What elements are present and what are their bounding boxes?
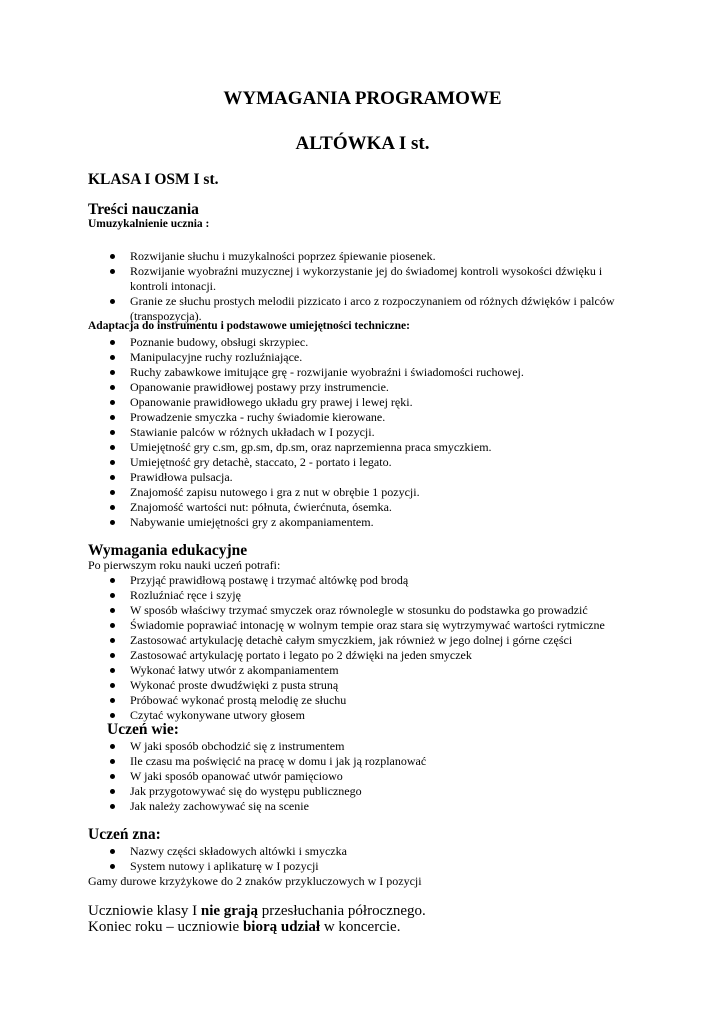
umuzykalnienie-label: Umuzykalnienie ucznia : [88,218,210,230]
list-item: Opanowanie prawidłowego układu gry prawej i lewej ręki. [107,395,524,410]
list-item: Znajomość wartości nut: półnuta, ćwierćnuta, ósemka. [107,500,524,515]
list-item: Zastosować artykulację detachè całym smyczkiem, jak również w jego dolnej i górne części [107,633,605,648]
footer-line-2-post: w koncercie. [320,919,401,935]
adaptacja-label: Adaptacja do instrumentu i podstawowe umiejętności techniczne: [88,320,410,332]
list-item: W sposób właściwy trzymać smyczek oraz równolegle w stosunku do podstawka go prowadzić [107,603,605,618]
list-item: Umiejętność gry c.sm, gp.sm, dp.sm, oraz naprzemienna praca smyczkiem. [107,440,524,455]
list-item: Prawidłowa pulsacja. [107,470,524,485]
umuzykalnienie-list [107,249,630,324]
list-item: Prowadzenie smyczka - ruchy świadomie kierowane. [107,410,524,425]
list-item: Przyjąć prawidłową postawę i trzymać altówkę pod brodą [107,573,605,588]
list-item: Poznanie budowy, obsługi skrzypiec. [107,335,524,350]
uczen-zna-list [107,844,347,874]
list-item: Ruchy zabawkowe imitujące grę - rozwijanie wyobraźni i świadomości ruchowej. [107,365,524,380]
list-item: Nazwy części składowych altówki i smyczka [107,844,347,859]
footer-line-2-bold: biorą udział [242,919,321,935]
document-title: WYMAGANIA PROGRAMOWE [223,88,502,109]
tresci-heading: Treści nauczania [88,201,199,218]
footer-line-1 [88,903,426,920]
footer-line-2 [88,919,400,936]
gamy-text: Gamy durowe krzyżykowe do 2 znaków przykluczowych w I pozycji [88,874,422,888]
list-item: Rozwijanie słuchu i muzykalności poprzez śpiewanie piosenek. [107,249,630,264]
list-item: Nabywanie umiejętności gry z akompaniamentem. [107,515,524,530]
uczen-zna-heading: Uczeń zna: [88,826,161,843]
list-item: Rozluźniać ręce i szyję [107,588,605,603]
adaptacja-list [107,335,524,530]
footer-line-1-post: przesłuchania półrocznego. [257,903,426,919]
list-item: Świadomie poprawiać intonację w wolnym tempie oraz stara się wytrzymywać wartości rytmiczne [107,618,605,633]
list-item: System nutowy i aplikaturę w I pozycji [107,859,347,874]
list-item: Rozwijanie wyobraźni muzycznej i wykorzystanie jej do świadomej kontroli wysokości dźwięku i kontroli intonacji. [107,264,630,294]
list-item: Granie ze słuchu prostych melodii pizzicato i arco z rozpoczynaniem od różnych dźwięków i palców (transpozycja). [107,294,630,324]
list-item: Zastosować artykulację portato i legato po 2 dźwięki na jeden smyczek [107,648,605,663]
list-item: Manipulacyjne ruchy rozluźniające. [107,350,524,365]
list-item: Znajomość zapisu nutowego i gra z nut w obrębie 1 pozycji. [107,485,524,500]
wymagania-heading: Wymagania edukacyjne [88,542,248,559]
document-subtitle: ALTÓWKA I st. [295,133,430,154]
list-item: Stawianie palców w różnych układach w I pozycji. [107,425,524,440]
wymagania-intro: Po pierwszym roku nauki uczeń potrafi: [88,558,281,572]
uczen-wie-list [107,739,426,814]
list-item: Próbować wykonać prostą melodię ze słuchu [107,693,605,708]
list-item: Jak należy zachowywać się na scenie [107,799,426,814]
list-item: W jaki sposób opanować utwór pamięciowo [107,769,426,784]
class-heading: KLASA I OSM I st. [88,171,219,188]
list-item: Umiejętność gry detachè, staccato, 2 - portato i legato. [107,455,524,470]
list-item: Opanowanie prawidłowej postawy przy instrumencie. [107,380,524,395]
footer-line-1-bold: nie grają [200,903,258,919]
uczen-wie-heading: Uczeń wie: [107,721,179,738]
footer-line-2-pre: Koniec roku – uczniowie [88,919,243,935]
list-item: W jaki sposób obchodzić się z instrumentem [107,739,426,754]
list-item: Czytać wykonywane utwory głosem [107,708,605,723]
list-item: Ile czasu ma poświęcić na pracę w domu i jak ją rozplanować [107,754,426,769]
list-item: Wykonać proste dwudźwięki z pusta struną [107,678,605,693]
footer-line-1-pre: Uczniowie klasy I [88,903,201,919]
list-item: Jak przygotowywać się do występu publicznego [107,784,426,799]
wymagania-list [107,573,605,723]
list-item: Wykonać łatwy utwór z akompaniamentem [107,663,605,678]
